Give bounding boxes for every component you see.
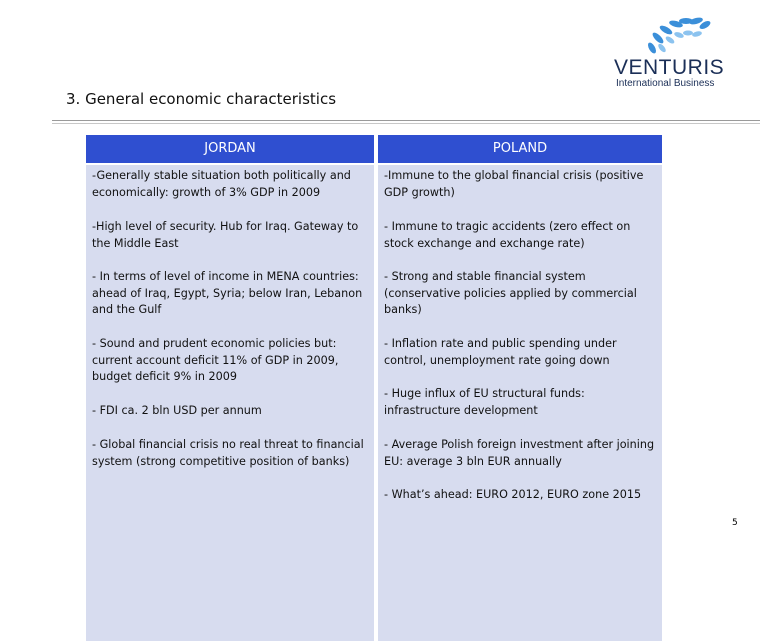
logo-subtitle: International Business [616, 78, 715, 89]
poland-point: - Immune to tragic accidents (zero effect on stock exchange and exchange rate) [384, 220, 631, 250]
logo-leaf-icon [644, 8, 714, 58]
page-number: 5 [732, 518, 738, 528]
jordan-point: - Global financial crisis no real threat to financial system (strong competitive position of banks) [92, 438, 364, 468]
poland-point: - Average Polish foreign investment after joining EU: average 3 bln EUR annually [384, 438, 655, 468]
poland-point: - Strong and stable financial system (conservative policies applied by commercial banks) [384, 270, 637, 317]
title-divider-secondary [52, 123, 760, 124]
jordan-point: - In terms of level of income in MENA countries: ahead of Iraq, Egypt, Syria; below Iran, Lebanon and the Gulf [92, 270, 363, 317]
poland-point: -Immune to the global financial crisis (positive GDP growth) [384, 169, 644, 199]
poland-point: - What’s ahead: EURO 2012, EURO zone 2015 [384, 488, 642, 501]
page-title: 3. General economic characteristics [66, 90, 337, 108]
venturis-logo [600, 8, 760, 88]
poland-point: - Inflation rate and public spending under control, unemployment rate going down [384, 337, 617, 367]
title-divider [52, 120, 760, 121]
jordan-point: -Generally stable situation both politically and economically: growth of 3% GDP in 2009 [92, 169, 351, 199]
jordan-point: - FDI ca. 2 bln USD per annum [92, 404, 262, 417]
column-header-poland: POLAND [378, 135, 662, 163]
jordan-point: - Sound and prudent economic policies but: current account deficit 11% of GDP in 2009, budget deficit 9% in 2009 [92, 337, 339, 384]
column-header-jordan: JORDAN [86, 135, 374, 163]
jordan-point: -High level of security. Hub for Iraq. Gateway to the Middle East [92, 220, 359, 250]
logo-wordmark: VENTURIS [614, 56, 725, 79]
poland-point: - Huge influx of EU structural funds: infrastructure development [384, 387, 585, 417]
